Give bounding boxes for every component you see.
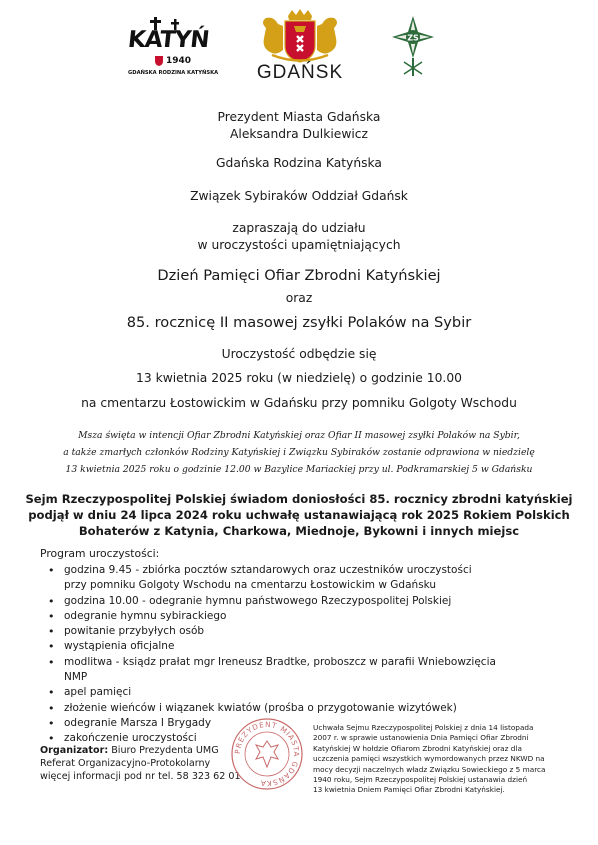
- program-item: • powitanie przybyłych osób: [42, 624, 502, 639]
- program-item: • odegranie hymnu sybirackiego: [42, 609, 502, 624]
- sejm-line-3: Bohaterów z Katynia, Charkowa, Miednoje, Bykowni i innych miejsc: [78, 524, 520, 538]
- svg-text:ZS: ZS: [407, 33, 419, 43]
- organizer-line-1: Organizator: Biuro Prezydenta UMG: [40, 745, 219, 756]
- gdansk-coat-of-arms-icon: [250, 8, 350, 64]
- program-label: Program uroczystości:: [40, 547, 160, 560]
- svg-text:PREZYDENT MIASTA GDAŃSKA: PREZYDENT MIASTA GDAŃSKA: [232, 719, 302, 789]
- event-when-1: Uroczystość odbędzie się: [221, 347, 377, 361]
- program-item: • godzina 9.45 - zbiórka pocztów sztandarowych oraz uczestników uroczystości przy pomniku Golgoty Wschodu na cmentarzu Łostowickim w Gdańsku: [42, 563, 502, 594]
- sejm-line-2: podjął w dniu 24 lipca 2024 roku uchwałę ustanawiającą rok 2025 Rokiem Polskich: [28, 508, 570, 522]
- katyn-year: 1940: [166, 56, 192, 66]
- invite-line-2: w uroczystości upamiętniających: [197, 238, 401, 252]
- sybir-logo: [390, 14, 436, 80]
- sejm-line-1: Sejm Rzeczypospolitej Polskiej świadom doniosłości 85. rocznicy zbrodni katyńskiej: [25, 492, 573, 506]
- eagle-badge-icon: [154, 55, 164, 66]
- program-item: • złożenie wieńców i wiązanek kwiatów (prośba o przygotowanie wizytówek): [42, 701, 502, 716]
- invite-line-1: zapraszają do udziału: [232, 221, 366, 235]
- sybir-cross-icon: [390, 14, 436, 80]
- resolution-note: Uchwała Sejmu Rzeczypospolitej Polskiej z dnia 14 listopada 2007 r. w sprawie ustanowienia Dnia Pamięci Ofiar Zbrodni Katyńskiej W hołdzie Ofiarom Zbrodni Katyńskiej oraz dla uczczenia pamięci wszystkich wymordowanych przez NKWD na mocy decyzji naczelnych władz Związku Sowieckiego z 5 marca 1940 roku, Sejm Rzeczypospolitej Polskiej ustanawia dzień 13 kwietnia Dniem Pamięci Ofiar Zbrodni Katyńskiej.: [313, 723, 546, 795]
- event-date: 13 kwietnia 2025 roku (w niedzielę) o godzinie 10.00: [136, 371, 462, 385]
- organizer-line-2: Referat Organizacyjno-Protokolarny: [40, 757, 211, 769]
- event-conjunction: oraz: [285, 291, 313, 305]
- mass-line-3: 13 kwietnia 2025 roku o godzinie 12.00 w Bazylice Mariackiej przy ul. Podkramarskiej 5 w Gdańsku: [65, 464, 533, 475]
- program-item: • zakończenie uroczystości: [42, 731, 502, 746]
- organizer-sybiraks: Związek Sybiraków Oddział Gdańsk: [190, 189, 408, 203]
- organizer-line-3: więcej informacji pod nr tel. 58 323 62 01: [40, 770, 241, 782]
- organizer-block: [40, 745, 260, 783]
- katyn-subtitle: GDAŃSKA RODZINA KATYŃSKA: [128, 70, 219, 76]
- event-title-2: 85. rocznicę II masowej zsyłki Polaków na Sybir: [126, 314, 472, 331]
- katyn-logo: [126, 17, 219, 79]
- president-name: Aleksandra Dulkiewicz: [229, 127, 369, 141]
- event-title-1: Dzień Pamięci Ofiar Zbrodni Katyńskiej: [157, 267, 441, 284]
- stamp-seal-icon: [230, 717, 304, 791]
- president-title: Prezydent Miasta Gdańska: [217, 110, 381, 124]
- gdansk-wordmark: GDAŃSK: [256, 62, 344, 83]
- mass-line-2: a także zmarłych członków Rodziny Katyńskiej i Związku Sybiraków zostanie odprawiona w niedzielę: [63, 447, 535, 458]
- event-location: na cmentarzu Łostowickim w Gdańsku przy pomniku Golgoty Wschodu: [81, 396, 517, 410]
- program-item: • apel pamięci: [42, 685, 502, 700]
- organizer-katyn-family: Gdańska Rodzina Katyńska: [216, 156, 382, 170]
- katyn-wordmark: KATYŃ: [126, 27, 210, 53]
- program-item: • godzina 10.00 - odegranie hymnu państwowego Rzeczypospolitej Polskiej: [42, 594, 502, 609]
- program-item: • odegranie Marsza I Brygady: [42, 716, 502, 731]
- program-item: • wystąpienia oficjalne: [42, 639, 502, 654]
- program-item-continuation: przy pomniku Golgoty Wschodu na cmentarzu Łostowickim w Gdańsku: [64, 579, 437, 592]
- program-item: • modlitwa - ksiądz prałat mgr Ireneusz Bradtke, proboszcz w parafii Wniebowzięcia NMP: [42, 655, 502, 686]
- mass-line-1: Msza święta w intencji Ofiar Zbrodni Katyńskiej oraz Ofiar II masowej zsyłki Polaków na Sybir,: [78, 430, 520, 441]
- official-stamp: [230, 717, 304, 791]
- gdansk-logo: [250, 8, 350, 90]
